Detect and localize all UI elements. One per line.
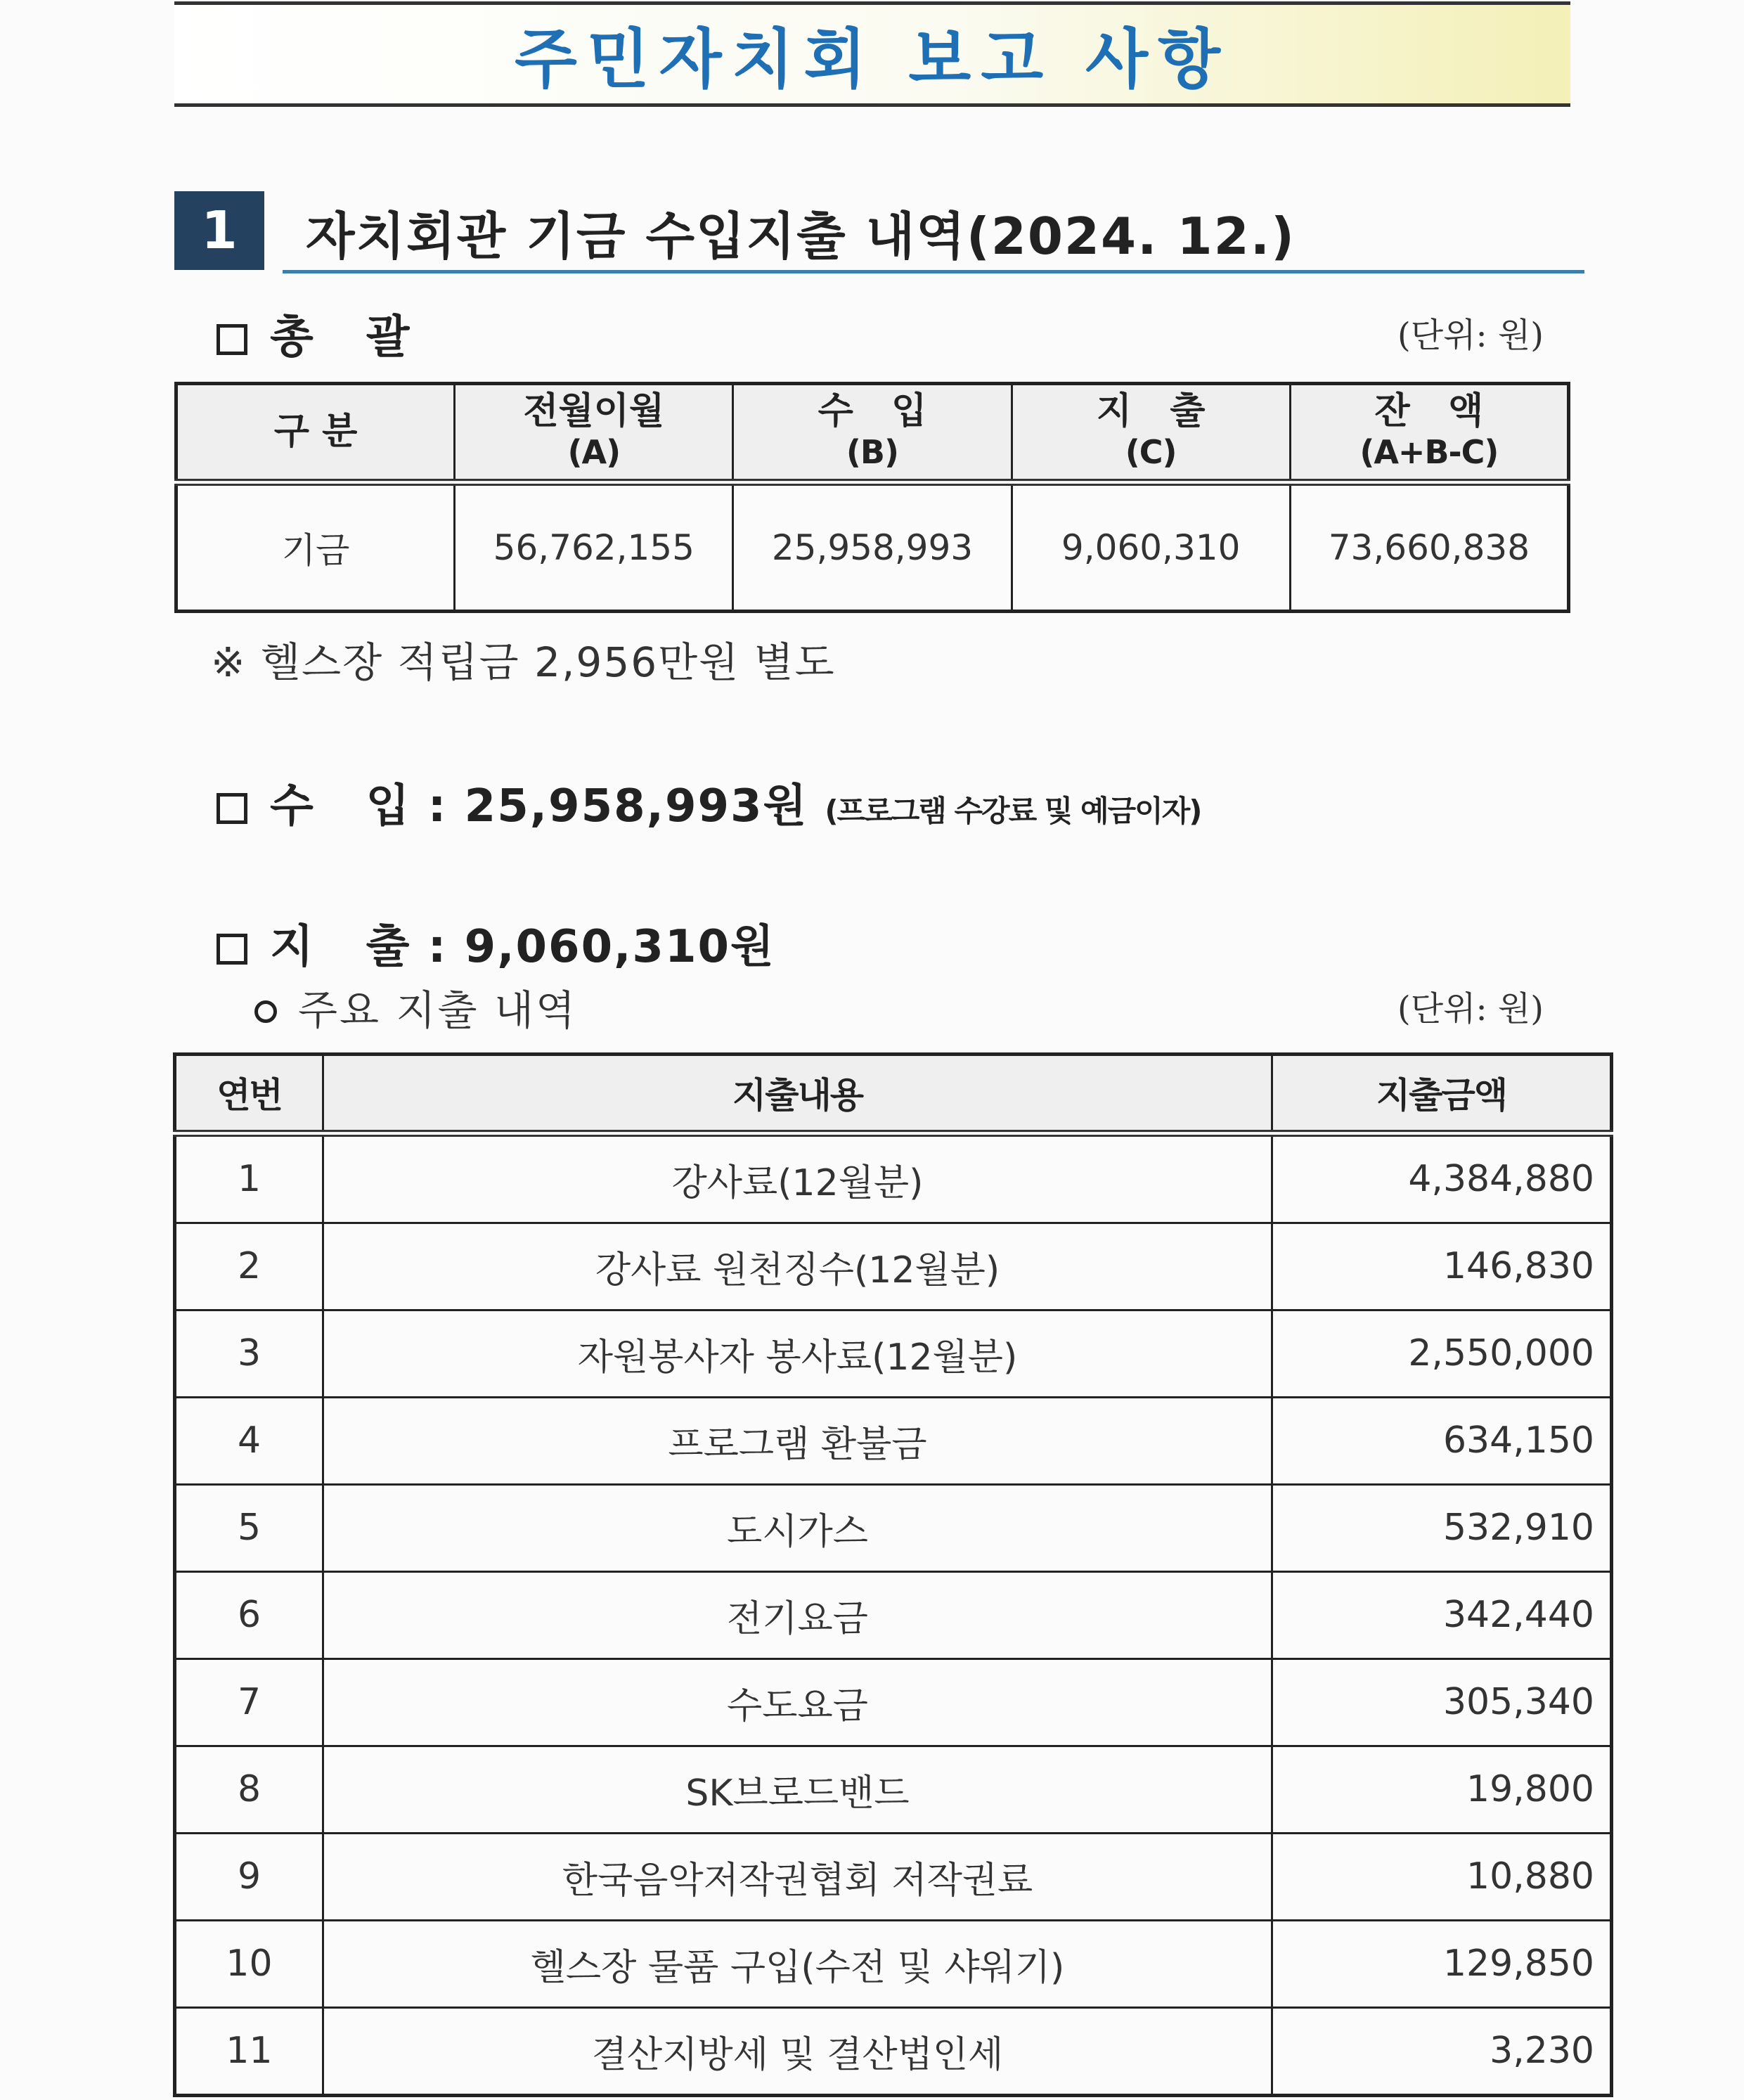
expense-amount: 9,060,310원	[464, 921, 775, 973]
detail-unit: (단위: 원)	[1397, 989, 1544, 1029]
detail-cell-amount: 342,440	[1272, 1571, 1612, 1658]
summary-cell-category: 기금	[281, 529, 350, 571]
detail-cell-no: 4	[175, 1397, 323, 1484]
detail-cell-content: 강사료 원천징수(12월분)	[323, 1223, 1272, 1310]
title-banner	[174, 1, 1570, 107]
page-title: 주민자치회 보고 사항	[515, 22, 1230, 97]
circle-bullet-icon	[254, 1000, 277, 1023]
detail-cell-amount: 4,384,880	[1272, 1133, 1612, 1223]
section-number: 1	[174, 191, 264, 270]
detail-cell-content: 한국음악저작권협회 저작권료	[323, 1833, 1272, 1920]
summary-header-category: 구 분	[273, 411, 358, 453]
summary-header-carryover: 전월이월 (A)	[455, 384, 733, 482]
summary-unit: (단위: 원)	[1397, 316, 1544, 355]
summary-header-income: 수 입 (B)	[733, 384, 1012, 482]
income-amount: 25,958,993원	[464, 780, 808, 832]
detail-cell-amount: 19,800	[1272, 1746, 1612, 1833]
table-row	[175, 1133, 1612, 1223]
income-label: 수 입 :	[270, 780, 448, 832]
detail-cell-content: 강사료(12월분)	[323, 1133, 1272, 1223]
table-row	[175, 1746, 1612, 1833]
detail-cell-no: 11	[175, 2007, 323, 2095]
detail-cell-content: 헬스장 물품 구입(수전 및 샤워기)	[323, 1920, 1272, 2007]
table-row	[175, 1658, 1612, 1746]
detail-header-row	[175, 1055, 1612, 1133]
detail-cell-no: 8	[175, 1746, 323, 1833]
expense-line	[217, 910, 775, 975]
section-title: 자치회관 기금 수입지출 내역(2024. 12.)	[306, 207, 1296, 266]
summary-cell-balance: 73,660,838	[1290, 482, 1568, 612]
table-row	[175, 1920, 1612, 2007]
summary-header-row	[176, 384, 1569, 482]
checkbox-square-icon	[217, 793, 247, 824]
summary-cell-expense: 9,060,310	[1012, 482, 1290, 612]
detail-header-content: 지출내용	[323, 1055, 1272, 1133]
detail-cell-no: 5	[175, 1484, 323, 1571]
income-description: (프로그램 수강료 및 예금이자)	[825, 794, 1201, 828]
detail-cell-no: 3	[175, 1310, 323, 1397]
gym-reserve-note: ※ 헬스장 적립금 2,956만원 별도	[211, 638, 836, 686]
detail-header-amount: 지출금액	[1272, 1055, 1612, 1133]
detail-cell-content: 도시가스	[323, 1484, 1272, 1571]
table-row	[175, 1571, 1612, 1658]
summary-cell-income: 25,958,993	[733, 482, 1012, 612]
detail-cell-content: 전기요금	[323, 1571, 1272, 1658]
detail-heading	[254, 977, 577, 1036]
detail-cell-amount: 532,910	[1272, 1484, 1612, 1571]
detail-cell-no: 7	[175, 1658, 323, 1746]
table-row	[175, 1833, 1612, 1920]
section-underline	[283, 270, 1584, 273]
summary-heading	[217, 301, 411, 366]
checkbox-square-icon	[217, 934, 247, 965]
table-row	[175, 1484, 1612, 1571]
detail-cell-no: 9	[175, 1833, 323, 1920]
detail-cell-content: SK브로드밴드	[323, 1746, 1272, 1833]
detail-cell-amount: 3,230	[1272, 2007, 1612, 2095]
summary-table	[174, 382, 1570, 613]
detail-cell-no: 10	[175, 1920, 323, 2007]
summary-row	[176, 482, 1569, 612]
detail-cell-no: 6	[175, 1571, 323, 1658]
detail-cell-content: 자원봉사자 봉사료(12월분)	[323, 1310, 1272, 1397]
table-row	[175, 1310, 1612, 1397]
detail-cell-amount: 2,550,000	[1272, 1310, 1612, 1397]
summary-header-expense: 지 출 (C)	[1012, 384, 1290, 482]
summary-heading-text: 총 괄	[270, 311, 411, 363]
detail-header-no: 연번	[175, 1055, 323, 1133]
detail-cell-amount: 129,850	[1272, 1920, 1612, 2007]
income-line	[217, 770, 1201, 835]
table-row	[175, 2007, 1612, 2095]
expense-detail-table	[173, 1052, 1613, 2097]
detail-cell-amount: 305,340	[1272, 1658, 1612, 1746]
detail-cell-no: 2	[175, 1223, 323, 1310]
detail-cell-amount: 10,880	[1272, 1833, 1612, 1920]
checkbox-square-icon	[217, 324, 247, 355]
expense-label: 지 출 :	[270, 921, 448, 973]
detail-cell-amount: 146,830	[1272, 1223, 1612, 1310]
detail-cell-content: 프로그램 환불금	[323, 1397, 1272, 1484]
detail-heading-text: 주요 지출 내역	[298, 986, 578, 1034]
detail-cell-content: 결산지방세 및 결산법인세	[323, 2007, 1272, 2095]
detail-cell-content: 수도요금	[323, 1658, 1272, 1746]
summary-cell-carryover: 56,762,155	[455, 482, 733, 612]
detail-cell-no: 1	[175, 1133, 323, 1223]
table-row	[175, 1223, 1612, 1310]
summary-header-balance: 잔 액 (A+B-C)	[1290, 384, 1568, 482]
detail-cell-amount: 634,150	[1272, 1397, 1612, 1484]
table-row	[175, 1397, 1612, 1484]
